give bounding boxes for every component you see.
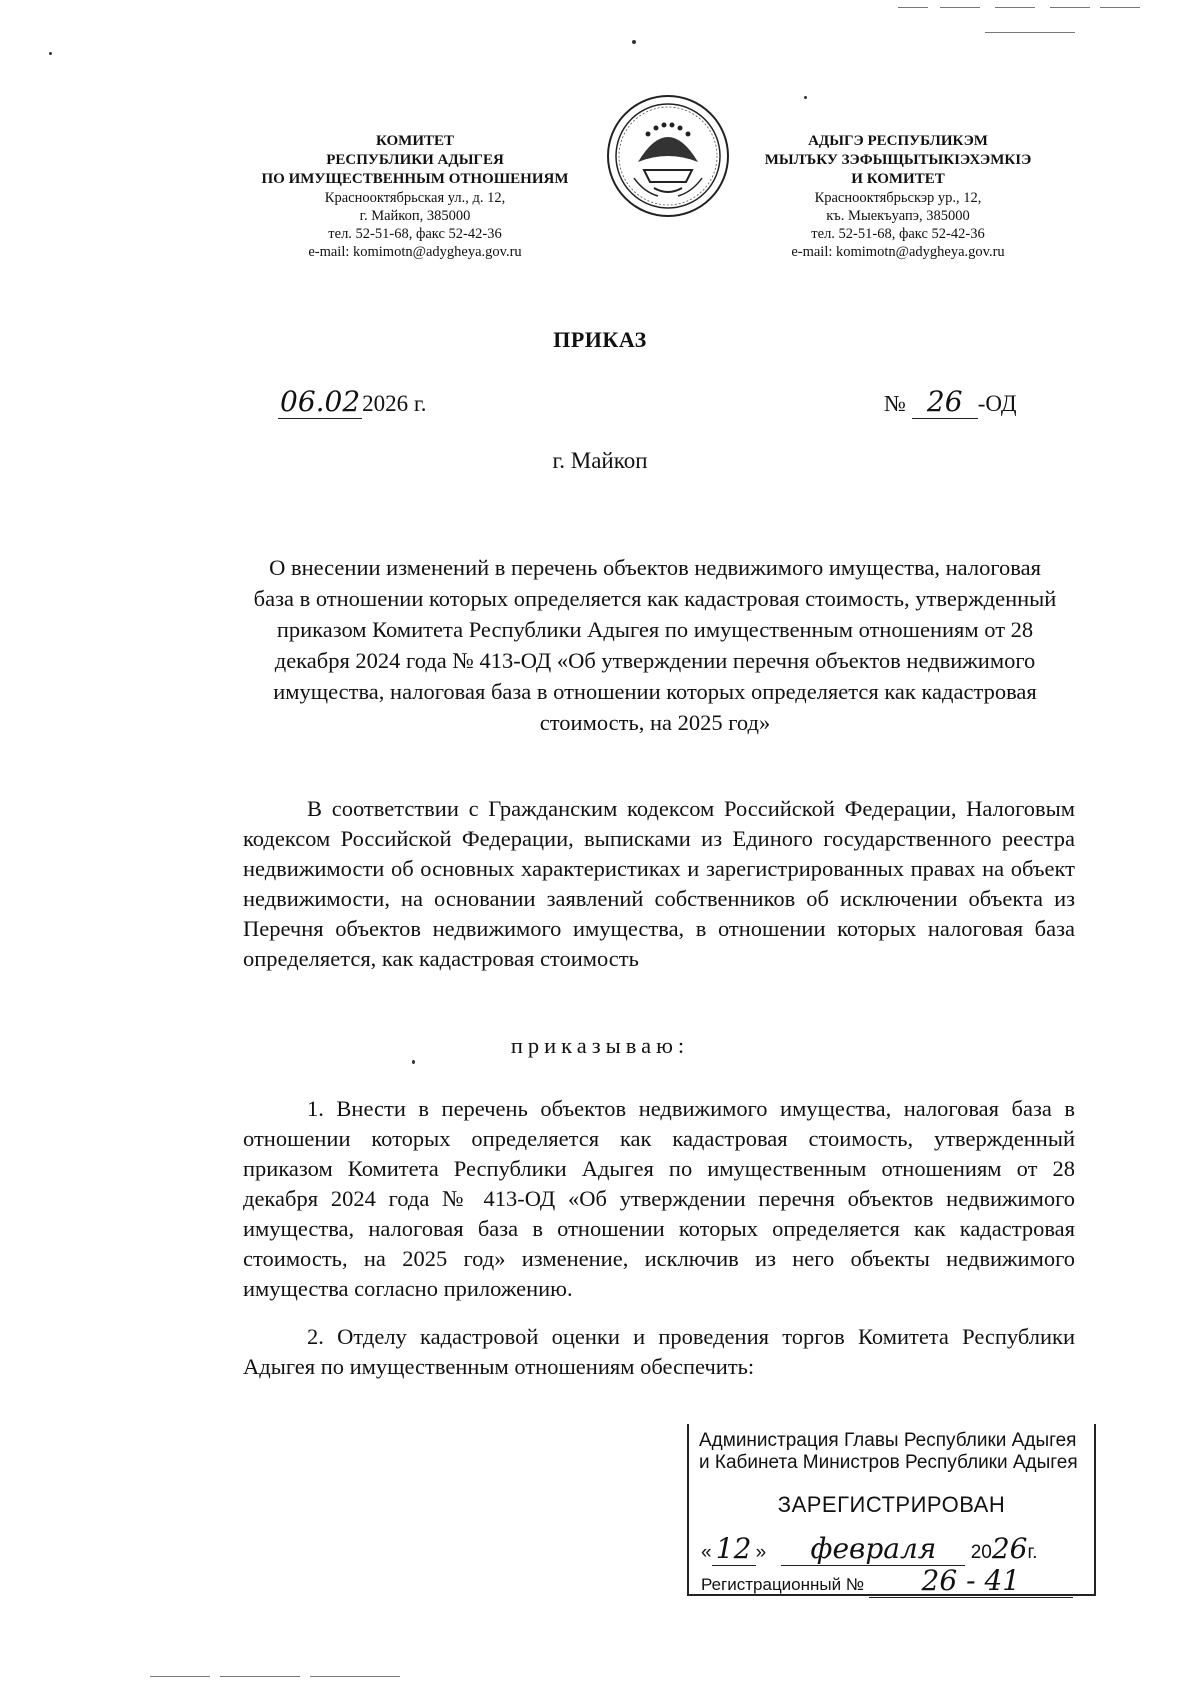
stamp-quote: »: [755, 1542, 767, 1563]
org-name-line: РЕСПУБЛИКИ АДЫГЕЯ: [326, 152, 504, 168]
org-name-line: И КОМИТЕТ: [851, 171, 945, 187]
scan-mark: [310, 1676, 400, 1677]
date-year: 2026 г.: [362, 391, 427, 416]
order-item-text: 2. Отделу кадастровой оценки и проведения торгов Комитета Республики Адыгея по имущественным отношениям обеспечить:: [243, 1324, 1075, 1379]
number-suffix: -ОД: [977, 391, 1017, 416]
order-item-text: 1. Внести в перечень объектов недвижимого имущества, налоговая база в отношении которых определяется как кадастровая стоимость, утвержденный приказом Комитета Республики Адыгея по имущественным отношениям от 28 декабря 2024 года № 413-ОД «Об утверждении перечня объектов недвижимого имущества, налоговая база в отношении которых определяется как кадастровая стоимость, на 2025 год» изменение, исключив из него объекты недвижимого имущества согласно приложению.: [243, 1096, 1075, 1301]
stamp-registered: ЗАРЕГИСТРИРОВАН: [777, 1492, 1006, 1517]
address-line: г. Майкоп, 385000: [359, 208, 471, 224]
stamp-authority: [699, 1430, 1078, 1474]
scan-mark: [1050, 7, 1090, 8]
document-number: [884, 385, 1017, 419]
stamp-reg-value: 26 - 41: [921, 1564, 1021, 1597]
stamp-year-prefix: 20: [970, 1542, 992, 1563]
preamble-text: В соответствии с Гражданским кодексом Российской Федерации, Налоговым кодексом Российской Федерации, выписками из Единого государственного реестра недвижимости об основных характеристиках и зарегистрированных правах на объект недвижимости, на основании заявлений собственников об исключении объекта из Перечня объектов недвижимого имущества, в отношении которых налоговая база определяется, как кадастровая стоимость: [243, 796, 1075, 971]
order-word: приказываю:: [510, 1033, 690, 1058]
stamp-reg-label: Регистрационный №: [701, 1575, 865, 1594]
scan-mark: [220, 1676, 300, 1677]
email-line: e-mail: komimotn@adygheya.gov.ru: [791, 244, 1005, 260]
scan-speck: [632, 40, 636, 44]
scan-speck: [412, 1060, 415, 1064]
header-right: [718, 132, 1078, 261]
stamp-day: 12: [715, 1532, 752, 1565]
scan-speck: [804, 96, 807, 99]
scan-speck: [49, 52, 52, 55]
scan-mark: [995, 7, 1035, 8]
stamp-date: [701, 1532, 1081, 1566]
org-name-line: ПО ИМУЩЕСТВЕННЫМ ОТНОШЕНИЯМ: [261, 171, 569, 187]
registration-stamp: [687, 1424, 1096, 1596]
stamp-authority-line: Администрация Главы Республики Адыгея: [699, 1430, 1077, 1451]
scan-mark: [150, 1676, 210, 1677]
scan-mark: [898, 7, 928, 8]
phone-line: тел. 52-51-68, факс 52-42-36: [811, 226, 985, 242]
header-left: [235, 132, 595, 261]
address-line: Красноoктябрьскэр ур., 12,: [814, 190, 982, 206]
stamp-year: 26: [991, 1532, 1028, 1565]
order-item: [243, 1322, 1075, 1382]
address-line: Красноoктябрьская ул., д. 12,: [324, 190, 506, 206]
city: г. Майкоп: [552, 448, 648, 473]
stamp-authority-line: и Кабинета Министров Республики Адыгея: [699, 1452, 1078, 1473]
scan-mark: [940, 7, 980, 8]
stamp-month: февраля: [810, 1532, 937, 1565]
handwritten-number: 26: [926, 385, 963, 418]
order-item: [243, 1094, 1075, 1304]
preamble-paragraph: [243, 794, 1075, 974]
stamp-quote: «: [701, 1542, 712, 1563]
scan-mark: [985, 32, 1075, 33]
email-line: e-mail: komimotn@adygheya.gov.ru: [308, 244, 522, 260]
document-title: О внесении изменений в перечень объектов недвижимого имущества, налоговая база в отношении которых определяется как кадастровая стоимость, утвержденный приказом Комитета Республики Адыгея по имущественным отношениям от 28 декабря 2024 года № 413-ОД «Об утверждении перечня объектов недвижимого имущества, налоговая база в отношении которых определяется как кадастровая стоимость, на 2025 год»: [253, 555, 1057, 735]
scan-mark: [1100, 7, 1140, 8]
document-date: [278, 385, 427, 419]
stamp-year-end: г.: [1027, 1542, 1038, 1563]
org-name-line: МЫЛЪКУ ЗЭФЫЩЫТЫКIЭХЭМКIЭ: [764, 152, 1032, 168]
number-sign: №: [884, 391, 906, 416]
phone-line: тел. 52-51-68, факс 52-42-36: [328, 226, 502, 242]
coat-of-arms-emblem: [604, 92, 732, 220]
document-type: ПРИКАЗ: [553, 327, 647, 352]
org-name-line: АДЫГЭ РЕСПУБЛИКЭМ: [808, 133, 988, 149]
org-name-line: КОМИТЕТ: [375, 133, 454, 149]
handwritten-date: 06.02: [280, 385, 361, 418]
address-line: къ. Мыекъуапэ, 385000: [826, 208, 970, 224]
stamp-reg-number: [701, 1564, 1081, 1598]
